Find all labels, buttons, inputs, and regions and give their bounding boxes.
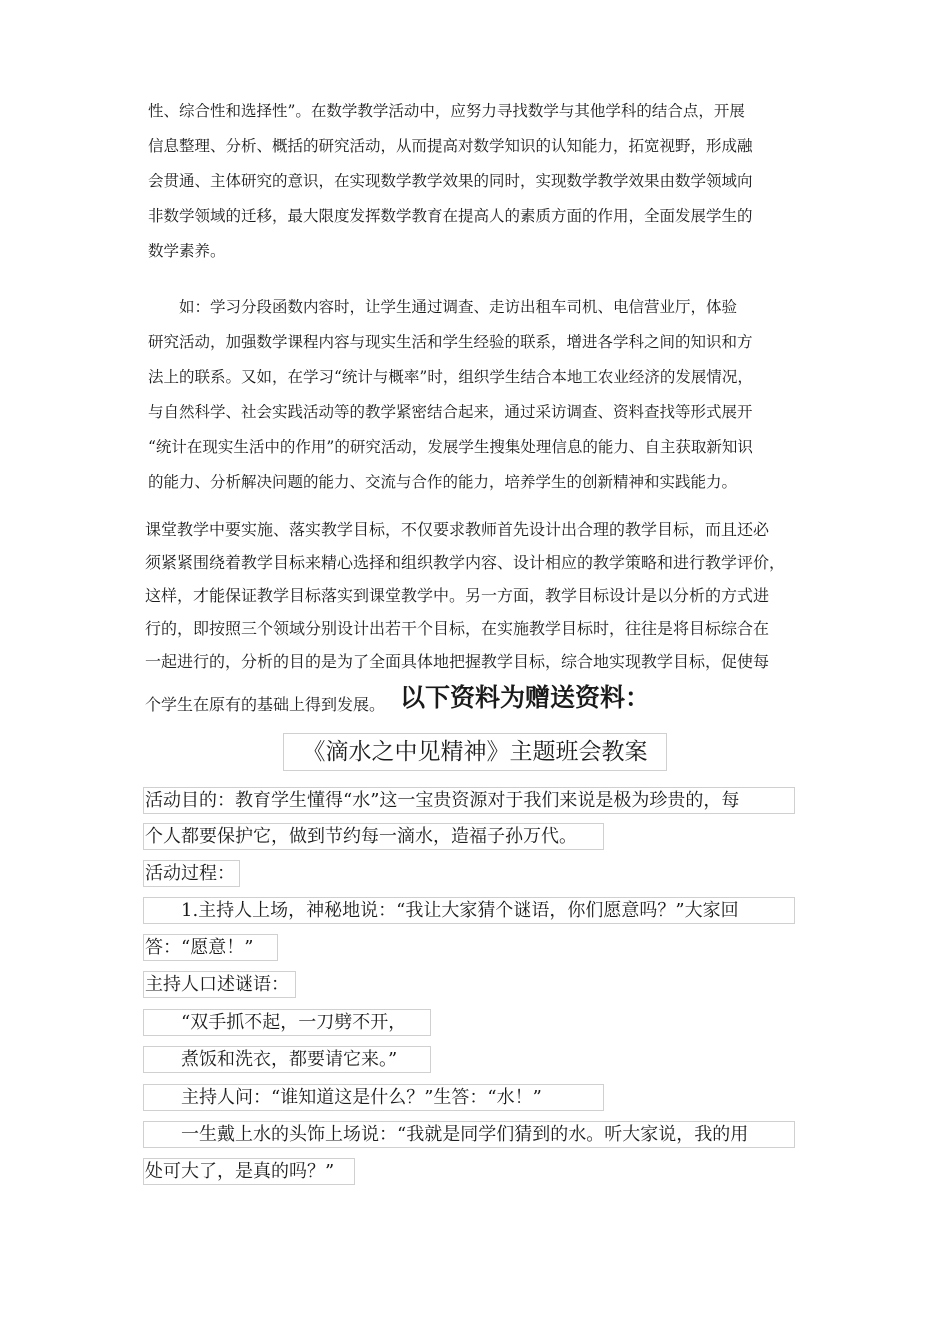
paragraph-line: 如：学习分段函数内容时，让学生通过调查、走访出租车司机、电信营业厅，体验 <box>148 298 738 316</box>
paragraph-line: “统计在现实生活中的作用”的研究活动，发展学生搜集处理信息的能力、自主获取新知识 <box>148 438 753 456</box>
lesson-line: 个人都要保护它，做到节约每一滴水，造福子孙万代。 <box>143 823 604 850</box>
paragraph-line: 一起进行的，分析的目的是为了全面具体地把握教学目标，综合地实现教学目标，促使每 <box>145 652 770 671</box>
paragraph-line: 个学生在原有的基础上得到发展。 <box>145 695 386 714</box>
paragraph-line: 数学素养。 <box>148 242 226 260</box>
paragraph-line: 非数学领域的迁移，最大限度发挥数学教育在提高人的素质方面的作用，全面发展学生的 <box>148 207 753 225</box>
lesson-line: “双手抓不起，一刀劈不开， <box>143 1009 431 1036</box>
lesson-line: 主持人口述谜语： <box>143 971 296 998</box>
paragraph-line: 与自然科学、社会实践活动等的教学紧密结合起来，通过采访调查、资料查找等形式展开 <box>148 403 753 421</box>
paragraph-line: 法上的联系。又如，在学习“统计与概率”时，组织学生结合本地工农业经济的发展情况， <box>148 368 753 386</box>
paragraph-line: 课堂教学中要实施、落实教学目标，不仅要求教师首先设计出合理的教学目标，而且还必 <box>145 520 770 539</box>
paragraph-line: 行的，即按照三个领域分别设计出若干个目标，在实施教学目标时，往往是将目标综合在 <box>145 619 770 638</box>
paragraph-line: 研究活动，加强数学课程内容与现实生活和学生经验的联系，增进各学科之间的知识和方 <box>148 333 753 351</box>
paragraph-line: 会贯通、主体研究的意识，在实现数学教学效果的同时，实现数学教学效果由数学领域向 <box>148 172 753 190</box>
bonus-heading: 以下资料为赠送资料： <box>400 683 651 712</box>
paragraph-line: 的能力、分析解决问题的能力、交流与合作的能力，培养学生的创新精神和实践能力。 <box>148 473 738 491</box>
lesson-line: 煮饭和洗衣，都要请它来。” <box>143 1046 431 1073</box>
lesson-title: 《滴水之中见精神》主题班会教案 <box>283 733 667 771</box>
lesson-line: 1.主持人上场，神秘地说：“我让大家猜个谜语，你们愿意吗？”大家回 <box>143 897 795 924</box>
paragraph-line: 须紧紧围绕着教学目标来精心选择和组织教学内容、设计相应的教学策略和进行教学评价， <box>145 553 786 572</box>
lesson-line: 一生戴上水的头饰上场说：“我就是同学们猜到的水。听大家说，我的用 <box>143 1121 795 1148</box>
lesson-line: 活动过程： <box>143 860 240 887</box>
lesson-line: 答：“愿意！” <box>143 934 278 961</box>
paragraph-line: 性、综合性和选择性”。在数学教学活动中，应努力寻找数学与其他学科的结合点，开展 <box>148 102 745 120</box>
lesson-line: 活动目的：教育学生懂得“水”这一宝贵资源对于我们来说是极为珍贵的，每 <box>143 787 795 814</box>
lesson-line: 主持人问：“谁知道这是什么？”生答：“水！” <box>143 1084 604 1111</box>
lesson-line: 处可大了，是真的吗？” <box>143 1158 355 1185</box>
paragraph-line: 这样，才能保证教学目标落实到课堂教学中。另一方面，教学目标设计是以分析的方式进 <box>145 586 770 605</box>
paragraph-line: 信息整理、分析、概括的研究活动，从而提高对数学知识的认知能力，拓宽视野，形成融 <box>148 137 753 155</box>
